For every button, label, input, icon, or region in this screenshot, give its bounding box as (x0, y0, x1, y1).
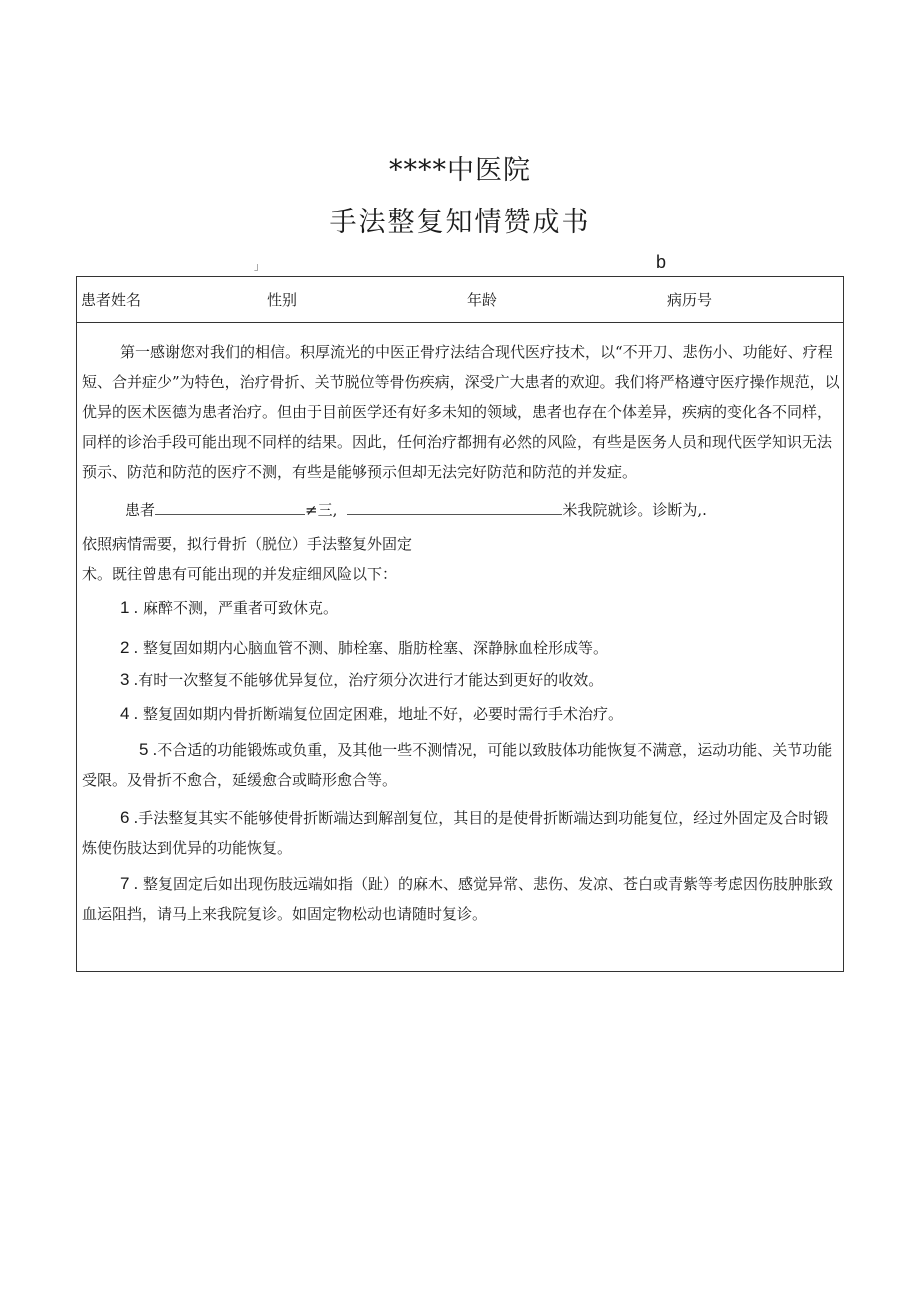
risk-text: . 整复固如期内心脑血管不测、肺栓塞、脂肪栓塞、深静脉血栓形成等。 (133, 639, 609, 657)
patient-info-row (77, 277, 843, 323)
treatment-plan: 依照病情需要，拟行骨折（脱位）手法整复外固定 (82, 535, 413, 553)
risk-item-2 (82, 633, 842, 663)
risk-text: .手法整复其实不能够使骨折断端达到解剖复位，其目的是使骨折断端达到功能复位，经过外固定及合时锻炼使伤肢达到优异的功能恢复。 (82, 809, 829, 857)
risk-text: . 麻醉不测，严重者可致休克。 (133, 599, 339, 617)
risk-number: 3 (120, 670, 130, 689)
risk-number: 6 (120, 808, 130, 827)
risk-item-3 (82, 665, 842, 695)
risk-item-6 (82, 803, 842, 863)
hospital-name: ****中医院 (389, 155, 531, 186)
document-title: 手法整复知情赞成书 (329, 207, 591, 238)
visit-patient-label: 患者 (125, 501, 156, 519)
visit-date-blank[interactable] (347, 496, 562, 515)
gender-label: 性别 (267, 291, 298, 309)
patient-name-blank[interactable] (155, 496, 305, 515)
risk-item-1 (82, 593, 842, 623)
risk-intro: 术。既往曾患有可能出现的并发症细风险以下： (82, 565, 398, 583)
visit-suffix-text: 米我院就诊。诊断为,. (562, 501, 707, 519)
age-label: 年龄 (467, 291, 498, 309)
risk-number: 5 (139, 740, 149, 759)
risk-text: .不合适的功能锻炼或负重，及其他一些不测情况，可能以致肢体功能恢复不满意，运动功能、关节功能受限。及骨折不愈合，延缓愈合或畸形愈合等。 (82, 741, 833, 789)
consent-form-box (76, 276, 844, 972)
stray-mark-left: 」 (254, 262, 264, 273)
risk-item-4 (82, 699, 842, 729)
risk-text: . 整复固如期内骨折断端复位固定困难，地址不好，必要时需行手术治疗。 (133, 705, 624, 723)
risk-number: 1 (120, 598, 130, 617)
form-body (82, 337, 842, 929)
intro-paragraph: 第一感谢您对我们的相信。积厚流光的中医正骨疗法结合现代医疗技术，以“不开刀、悲伤小、功能好、疗程短、合并症少”为特色，治疗骨折、关节脱位等骨伤疾病，深受广大患者的欢迎。我们将严格遵守医疗操作规范，以优异的医术医德为患者治疗。但由于目前医学还有好多未知的领域，患者也存在个体差异，疾病的变化各不同样，同样的诊治手段可能出现不同样的结果。因此，任何治疗都拥有必然的风险，有些是医务人员和现代医学知识无法预示、防范和防范的医疗不测，有些是能够预示但却无法完好防范和防范的并发症。 (82, 343, 840, 481)
risk-number: 4 (120, 704, 130, 723)
stray-mark-right: b (656, 252, 667, 272)
risk-item-7 (82, 869, 842, 929)
risk-text: . 整复固定后如出现伤肢远端如指（趾）的麻木、感觉异常、悲伤、发凉、苍白或青紫等考虑因伤肢肿胀致血运阻挡，请马上来我院复诊。如固定物松动也请随时复诊。 (82, 875, 834, 923)
risk-number: 7 (120, 874, 130, 893)
visit-line (82, 495, 842, 525)
visit-middle-text: ≠三, (305, 501, 338, 519)
risk-number: 2 (120, 638, 130, 657)
record-number-label: 病历号 (667, 291, 713, 309)
risk-item-5 (82, 735, 842, 795)
risk-text: .有时一次整复不能够优异复位，治疗须分次进行才能达到更好的收效。 (133, 671, 604, 689)
patient-name-label: 患者姓名 (81, 291, 142, 309)
